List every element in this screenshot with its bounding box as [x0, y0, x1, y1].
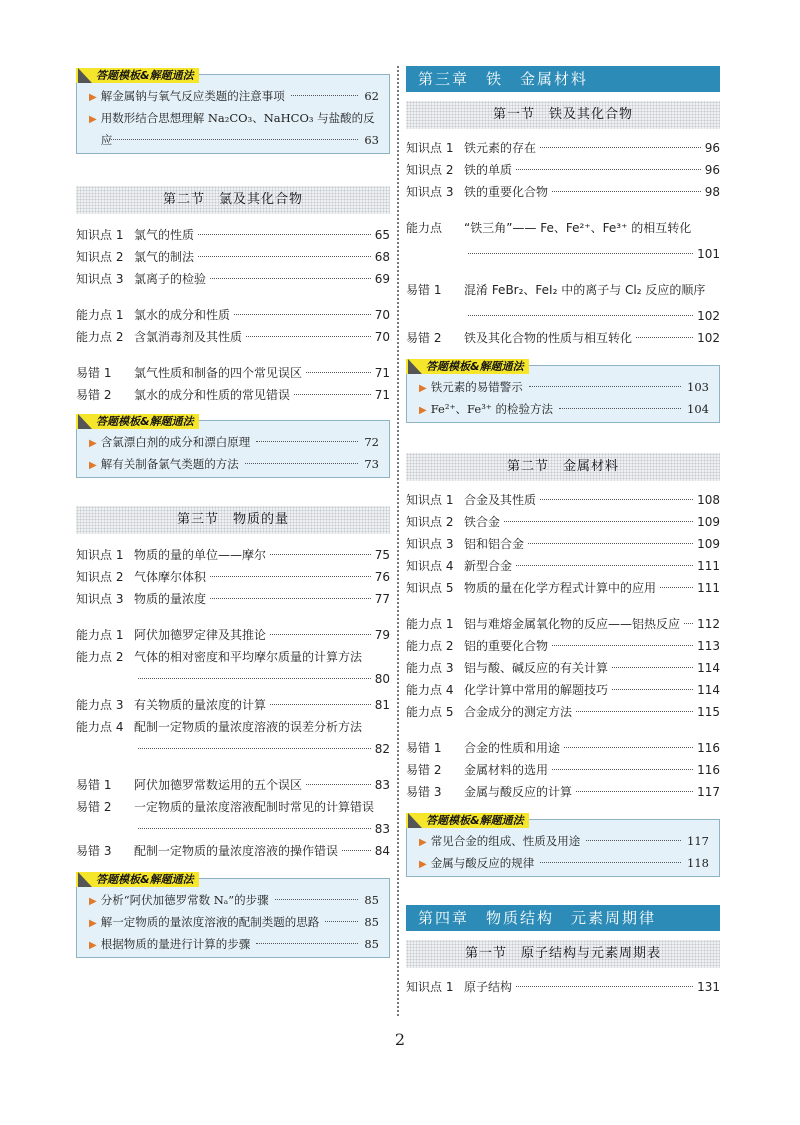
toc-entry[interactable]: 易错 2 氯水的成分和性质的常见错误 71 [76, 388, 390, 402]
toc-entry[interactable]: 知识点 3 物质的量浓度 77 [76, 592, 390, 606]
section-header: 第一节 铁及其化合物 [406, 101, 720, 129]
template-entry[interactable]: ▶ 金属与酸反应的规律 118 [407, 852, 719, 874]
badge-triangle-icon [408, 359, 422, 374]
toc-entry[interactable]: 能力点 1 阿伏加德罗定律及其推论 79 [76, 628, 390, 642]
toc-entry[interactable]: 易错 3 金属与酸反应的计算 117 [406, 785, 720, 799]
right-column [406, 66, 720, 998]
template-badge: 答题模板&解题通法 [76, 872, 199, 887]
triangle-arrow-icon: ▶ [419, 383, 427, 394]
toc-entry[interactable]: 易错 1 混淆 FeBr₂、FeI₂ 中的离子与 Cl₂ 反应的顺序 102 [406, 283, 720, 323]
toc-entry[interactable]: 能力点 “铁三角”—— Fe、Fe²⁺、Fe³⁺ 的相互转化 101 [406, 221, 720, 261]
section-header: 第三节 物质的量 [76, 506, 390, 534]
toc-entry[interactable]: 知识点 4 新型合金 111 [406, 559, 720, 573]
triangle-arrow-icon: ▶ [89, 438, 97, 449]
toc-entry[interactable]: 能力点 2 气体的相对密度和平均摩尔质量的计算方法 80 [76, 650, 390, 686]
triangle-arrow-icon: ▶ [89, 92, 97, 103]
triangle-arrow-icon: ▶ [419, 859, 427, 870]
toc-entry[interactable]: 知识点 2 氯气的制法 68 [76, 250, 390, 264]
toc-entry[interactable]: 能力点 3 有关物质的量浓度的计算 81 [76, 698, 390, 712]
template-entry[interactable]: ▶ 含氯漂白剂的成分和漂白原理 72 [77, 431, 389, 453]
template-entry[interactable]: ▶ 解一定物质的量浓度溶液的配制类题的思路 85 [77, 911, 389, 933]
left-column [76, 66, 390, 958]
page-number: 2 [394, 1030, 406, 1049]
toc-entry[interactable]: 易错 2 铁及其化合物的性质与相互转化 102 [406, 331, 720, 345]
toc-entry[interactable]: 易错 1 合金的性质和用途 116 [406, 741, 720, 755]
toc-entry[interactable]: 知识点 3 氯离子的检验 69 [76, 272, 390, 286]
toc-entry[interactable]: 知识点 1 合金及其性质 108 [406, 493, 720, 507]
template-entry[interactable]: ▶ Fe²⁺、Fe³⁺ 的检验方法 104 [407, 398, 719, 420]
answer-template-box [76, 415, 390, 478]
template-entry[interactable]: ▶ 解金属钠与氧气反应类题的注意事项 62 [77, 85, 389, 107]
template-entry[interactable]: ▶ 根据物质的量进行计算的步骤 85 [77, 933, 389, 955]
chapter-title: 第三章 铁 金属材料 [406, 66, 720, 92]
triangle-arrow-icon: ▶ [419, 405, 427, 416]
triangle-arrow-icon: ▶ [89, 918, 97, 929]
section-header: 第一节 原子结构与元素周期表 [406, 940, 720, 968]
toc-entry[interactable]: 易错 2 一定物质的量浓度溶液配制时常见的计算错误 83 [76, 800, 390, 836]
template-badge: 答题模板&解题通法 [406, 813, 529, 828]
template-badge: 答题模板&解题通法 [76, 414, 199, 429]
column-divider [397, 66, 399, 1016]
chapter-title: 第四章 物质结构 元素周期律 [406, 905, 720, 931]
toc-entry[interactable]: 能力点 1 氯水的成分和性质 70 [76, 308, 390, 322]
template-entry[interactable]: ▶ 常见合金的组成、性质及用途 117 [407, 830, 719, 852]
toc-entry[interactable]: 知识点 1 物质的量的单位——摩尔 75 [76, 548, 390, 562]
triangle-arrow-icon: ▶ [89, 114, 97, 125]
triangle-arrow-icon: ▶ [89, 460, 97, 471]
template-entry[interactable]: ▶ 解有关制备氯气类题的方法 73 [77, 453, 389, 475]
template-badge: 答题模板&解题通法 [406, 359, 529, 374]
toc-entry[interactable]: 易错 3 配制一定物质的量浓度溶液的操作错误 84 [76, 844, 390, 858]
toc-entry[interactable]: 易错 2 金属材料的选用 116 [406, 763, 720, 777]
toc-entry[interactable]: 知识点 2 铁的单质 96 [406, 163, 720, 177]
answer-template-box: 答题模板&解题通法 ▶ 解金属钠与氧气反应类题的注意事项 62 ▶ 用数形结合思想理解 Na₂CO₃、NaHCO₃ 与盐酸的反应 63 [76, 74, 390, 154]
toc-entry[interactable]: 知识点 1 原子结构 131 [406, 980, 720, 994]
template-badge: 答题模板&解题通法 [76, 68, 199, 83]
toc-entry[interactable]: 能力点 2 含氯消毒剂及其性质 70 [76, 330, 390, 344]
template-entry[interactable]: ▶ 铁元素的易错警示 103 [407, 376, 719, 398]
triangle-arrow-icon: ▶ [419, 837, 427, 848]
answer-template-box [76, 873, 390, 958]
toc-entry[interactable]: 能力点 4 配制一定物质的量浓度溶液的误差分析方法 82 [76, 720, 390, 756]
toc-entry[interactable]: 知识点 3 铝和铝合金 109 [406, 537, 720, 551]
toc-entry[interactable]: 能力点 2 铝的重要化合物 113 [406, 639, 720, 653]
badge-triangle-icon [408, 813, 422, 828]
toc-entry[interactable]: 易错 1 阿伏加德罗常数运用的五个误区 83 [76, 778, 390, 792]
toc-entry[interactable]: 知识点 1 氯气的性质 65 [76, 228, 390, 242]
answer-template-box [406, 814, 720, 877]
badge-triangle-icon [78, 414, 92, 429]
toc-entry[interactable]: 知识点 2 铁合金 109 [406, 515, 720, 529]
toc-entry[interactable]: 能力点 3 铝与酸、碱反应的有关计算 114 [406, 661, 720, 675]
triangle-arrow-icon: ▶ [89, 940, 97, 951]
triangle-arrow-icon: ▶ [89, 896, 97, 907]
toc-entry[interactable]: 知识点 2 气体摩尔体积 76 [76, 570, 390, 584]
toc-entry[interactable]: 知识点 1 铁元素的存在 96 [406, 141, 720, 155]
template-entry[interactable]: ▶ 用数形结合思想理解 Na₂CO₃、NaHCO₃ 与盐酸的反应 [89, 111, 375, 147]
toc-entry[interactable]: 能力点 5 合金成分的测定方法 115 [406, 705, 720, 719]
section-header: 第二节 氯及其化合物 [76, 186, 390, 214]
toc-entry[interactable]: 知识点 5 物质的量在化学方程式计算中的应用 111 [406, 581, 720, 595]
toc-entry[interactable]: 能力点 1 铝与难熔金属氧化物的反应——铝热反应 112 [406, 617, 720, 631]
toc-entry[interactable]: 易错 1 氯气性质和制备的四个常见误区 71 [76, 366, 390, 380]
section-header: 第二节 金属材料 [406, 453, 720, 481]
badge-triangle-icon [78, 68, 92, 83]
answer-template-box [406, 360, 720, 423]
badge-triangle-icon [78, 872, 92, 887]
toc-entry[interactable]: 知识点 3 铁的重要化合物 98 [406, 185, 720, 199]
template-entry[interactable]: ▶ 分析“阿伏加德罗常数 Nₐ”的步骤 85 [77, 889, 389, 911]
toc-entry[interactable]: 能力点 4 化学计算中常用的解题技巧 114 [406, 683, 720, 697]
